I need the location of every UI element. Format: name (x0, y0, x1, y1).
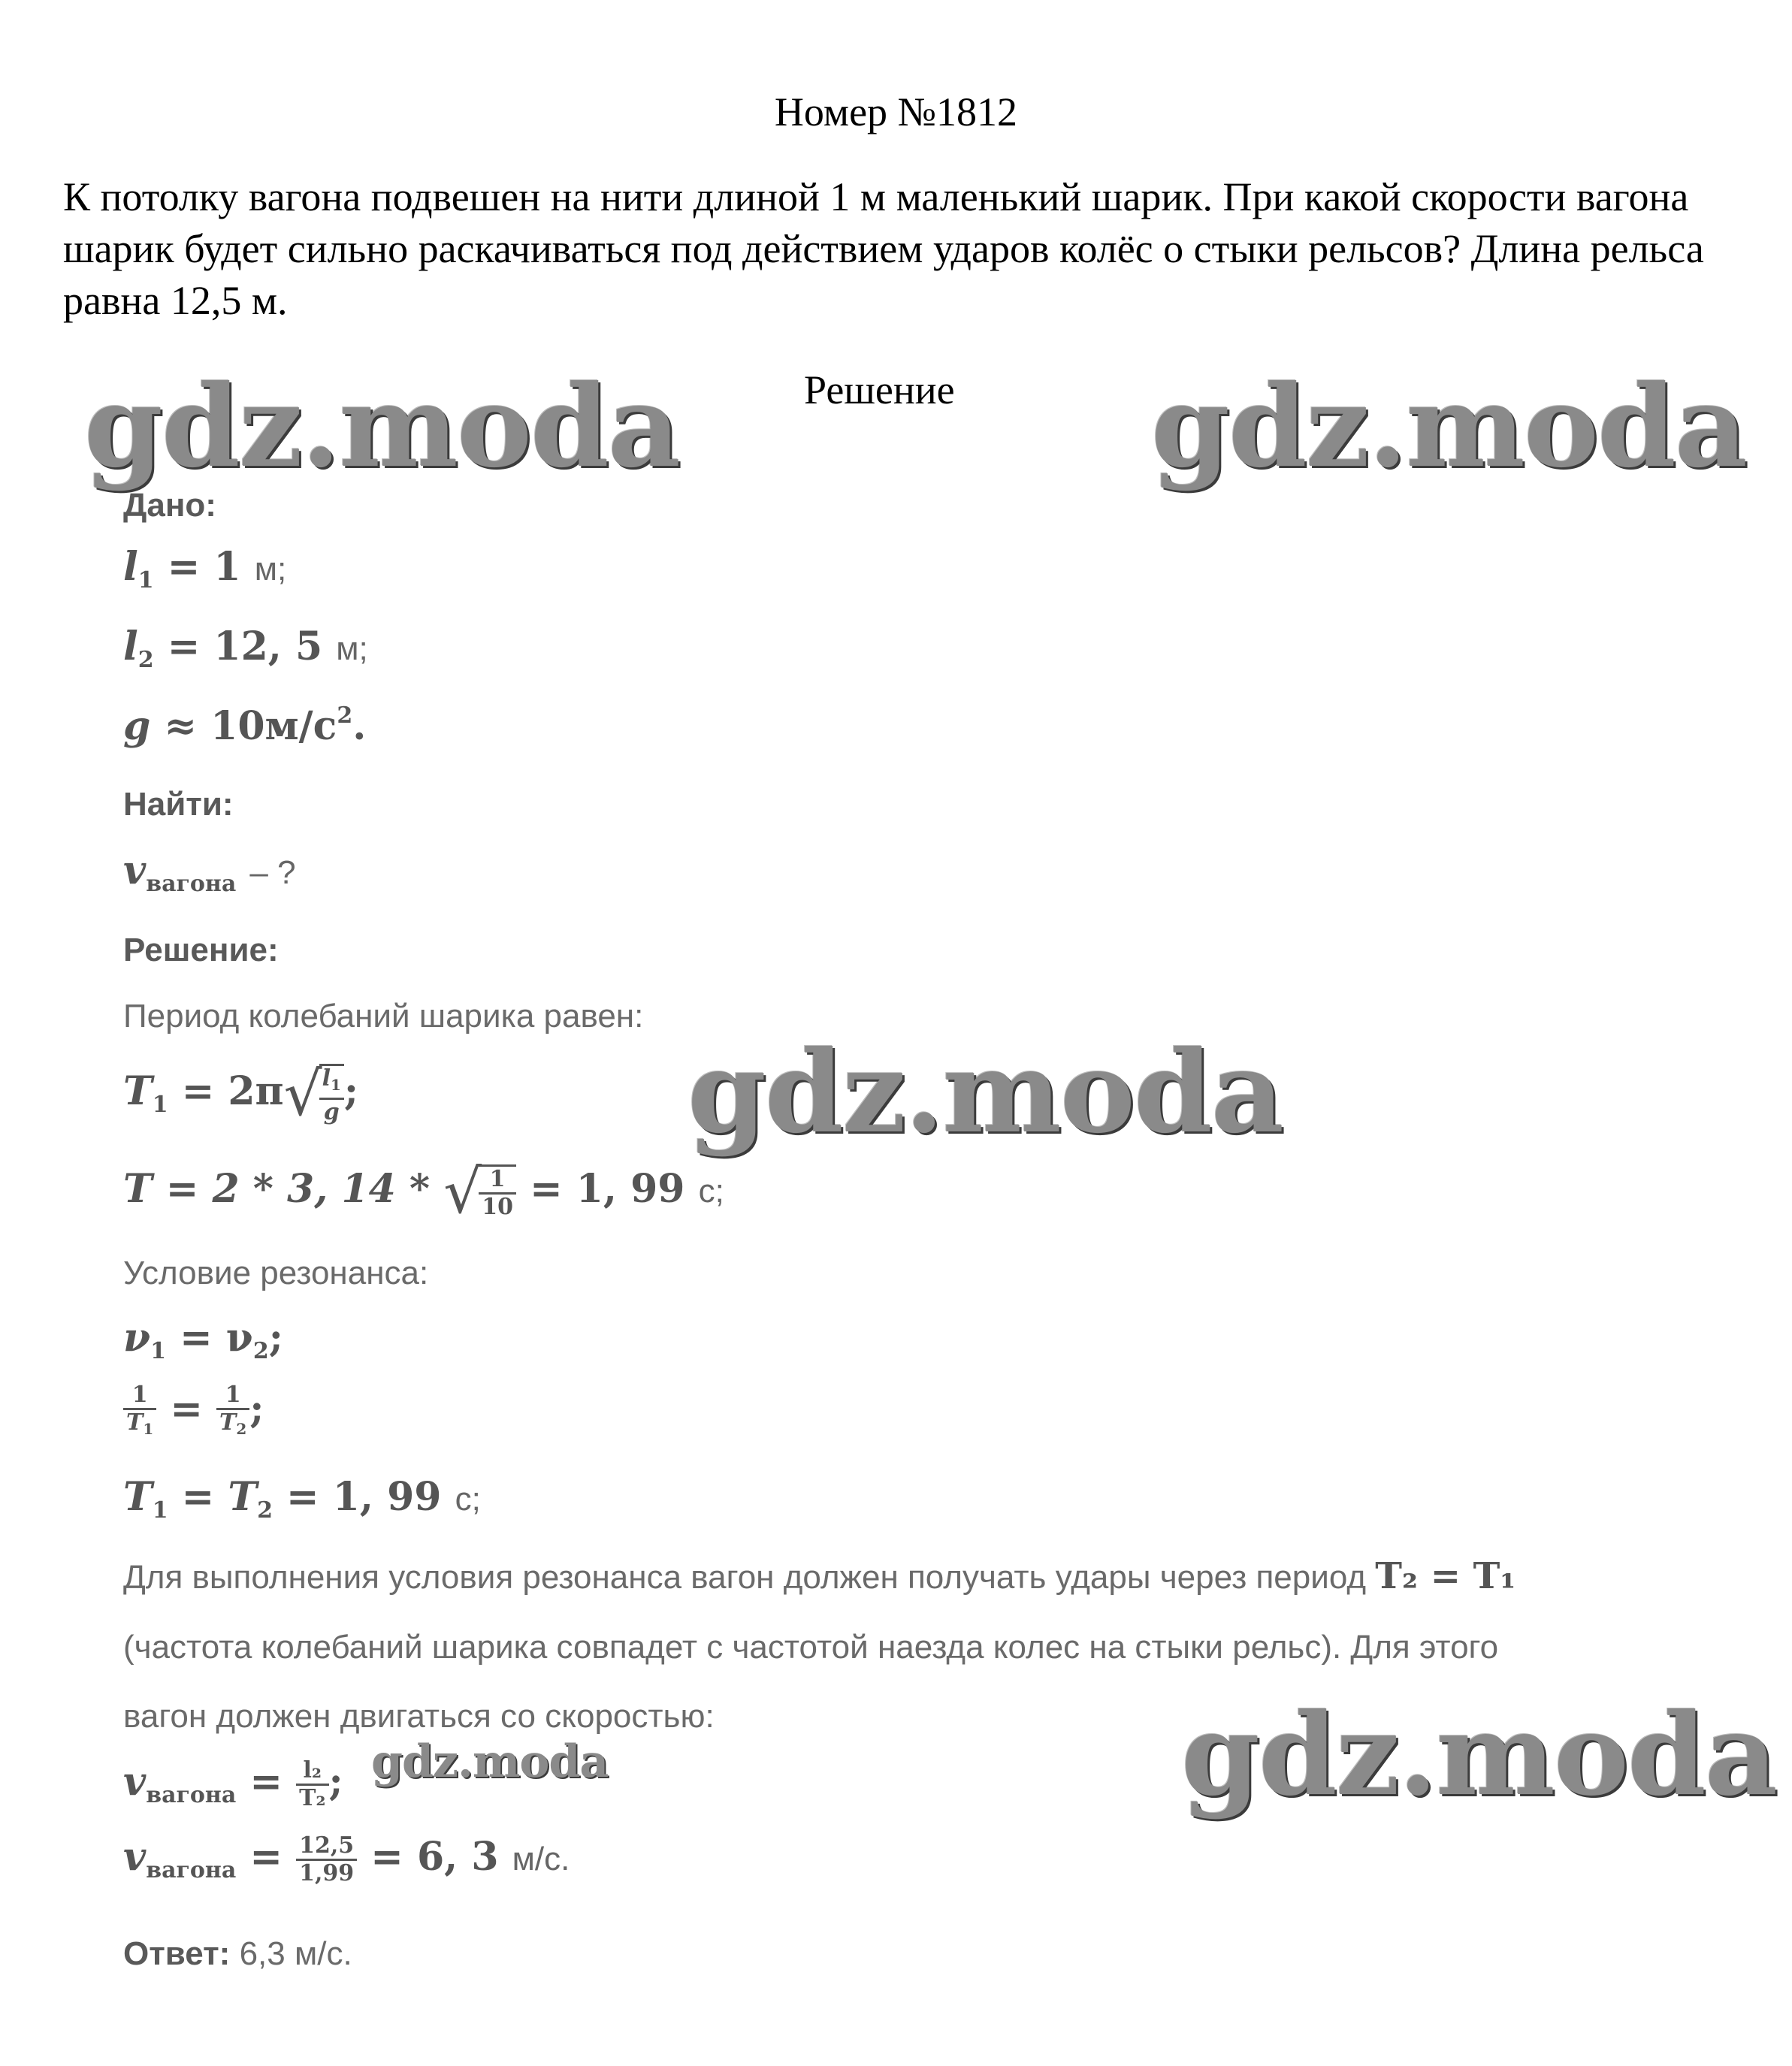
paragraph-2: (частота колебаний шарика совпадет с частотой наезда колес на стыки рельс). Для этого (123, 1629, 1499, 1666)
given-l2: $l_2 = 12$, 5 м; (123, 624, 368, 673)
given-g: $g \approx 10м/с^2$. (123, 702, 367, 749)
paragraph-3: вагон должен двигаться со скоростью: (123, 1698, 715, 1735)
solution-heading: Решение (804, 367, 955, 412)
watermark: gdz.moda (84, 361, 680, 493)
formula-T1: $T_1 = 2\pi√$ $\frac{l_1}{g}$ ; (123, 1059, 359, 1129)
watermark: gdz.moda (1181, 1689, 1777, 1821)
resonance-text: Условие резонанса: (123, 1255, 429, 1291)
formula-T1T2: $T_1 = T_2 = 1$, 99 с; (123, 1474, 481, 1524)
formula-T: T = 2 * 3, 14 * √ $\frac{1}{10}$ = 1, 99 с; (123, 1157, 724, 1227)
formula-inverse: $\frac{1}{T_1}$ = $\frac{1}{T_2}$ ; (123, 1382, 264, 1442)
period-text: Период колебаний шарика равен: (123, 998, 644, 1035)
solution-label: Решение: (123, 932, 279, 968)
watermark: gdz.moda (371, 1735, 609, 1788)
formula-nu: $\nu_1 = \nu_2$; (123, 1315, 283, 1364)
watermark: gdz.moda (1151, 361, 1747, 493)
given-l1: $l_1 = 1$ м; (123, 544, 287, 594)
find-value: $v_{вагона}$ – ? (123, 847, 296, 897)
find-label: Найти: (123, 786, 234, 823)
formula-v: $v_{вагона}$ = $\frac{\text{l₂}}{\text{T₂}}$ ; (123, 1757, 343, 1811)
formula-v-value: $v_{вагона}$ = $\frac{12,5}{1,99}$ = 6, 3 м/с. (123, 1832, 570, 1886)
watermark: gdz.moda (687, 1026, 1283, 1158)
paragraph-1: Для выполнения условия резонанса вагон должен получать удары через период T₂ = T₁ (123, 1555, 1516, 1597)
problem-text: К потолку вагона подвешен на нити длиной 1 м маленький шарик. При какой скорости вагона шарик будет сильно раскачиваться под действием ударов колёс о стыки рельсов? Длина рельса равна 12,5 м. (63, 174, 1704, 323)
given-label: Дано: (123, 487, 216, 524)
page-title: Номер №1812 (774, 89, 1018, 134)
answer: Ответ: 6,3 м/с. (123, 1935, 352, 1972)
